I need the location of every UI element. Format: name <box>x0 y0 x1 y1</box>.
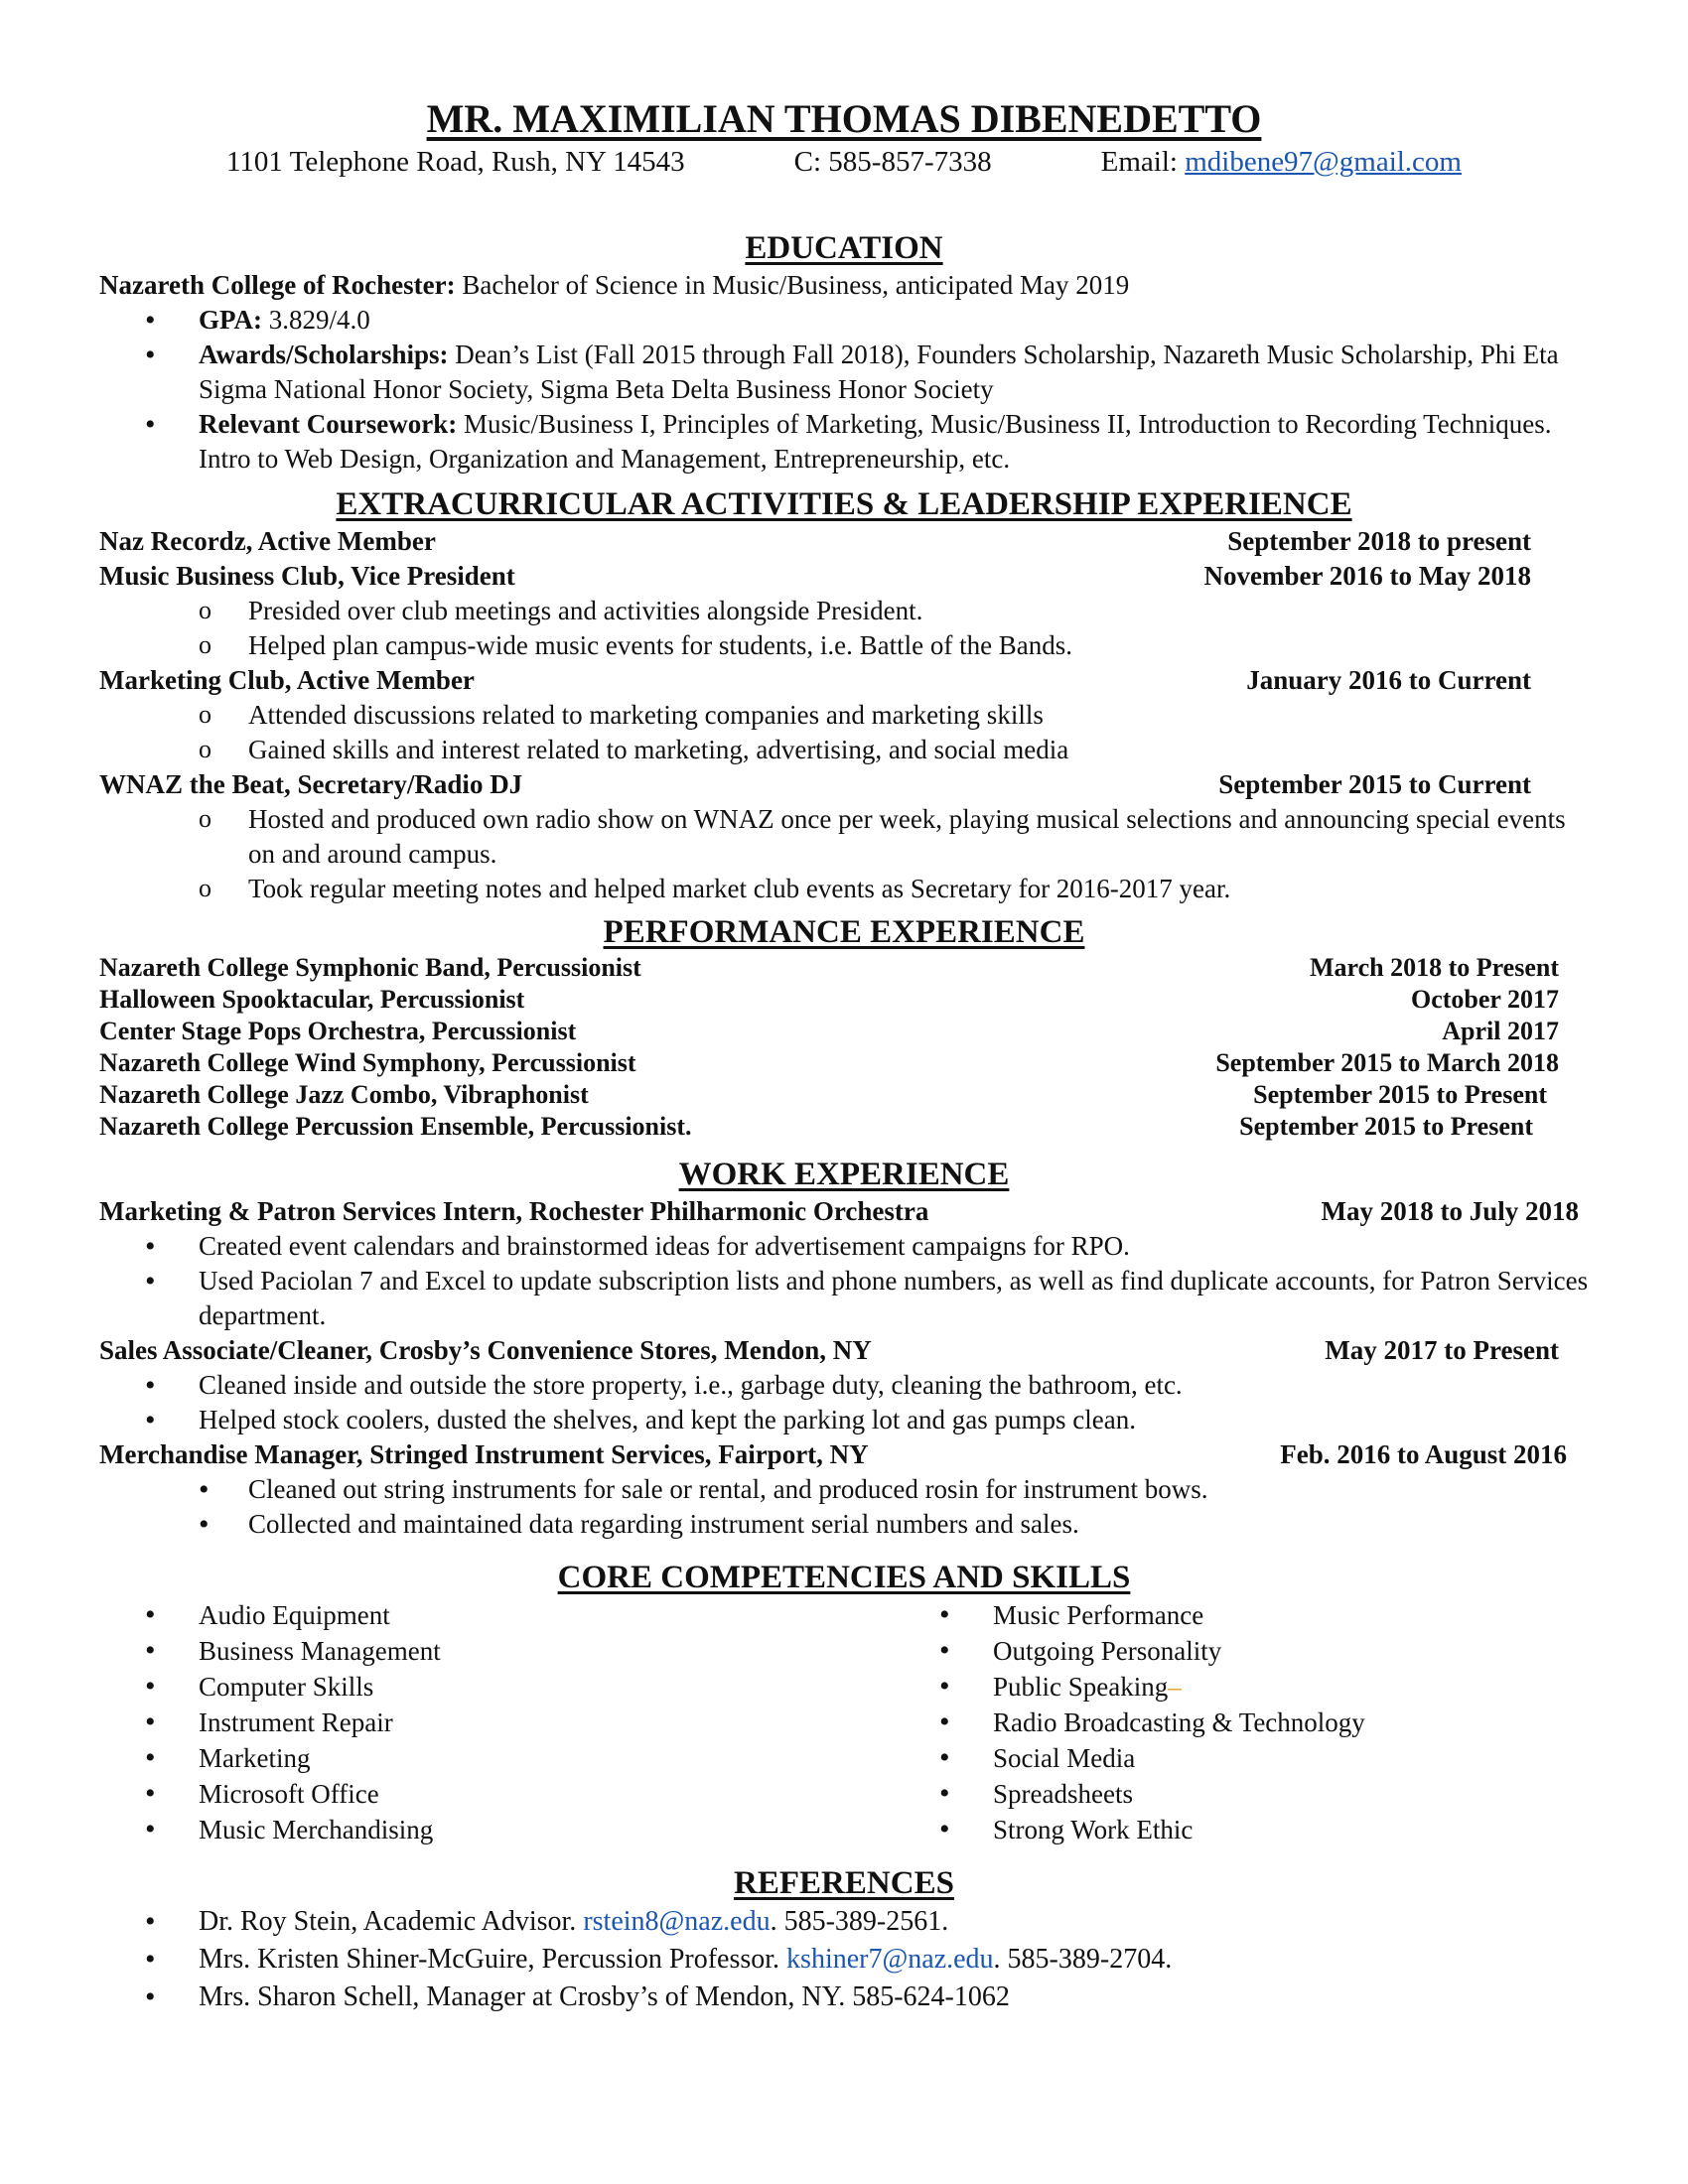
list-item: • Marketing <box>99 1740 894 1776</box>
entry-date: January 2016 to Current <box>1246 665 1531 695</box>
list-item: • Music Performance <box>894 1597 1589 1633</box>
performance-title: PERFORMANCE EXPERIENCE <box>603 914 1085 950</box>
education-school-line <box>99 268 1589 303</box>
list-item: • Computer Skills <box>99 1669 894 1705</box>
performance-list <box>99 952 1589 1143</box>
entry-date: September 2015 to Present <box>1253 1080 1547 1109</box>
list-item <box>99 407 1589 477</box>
email-link[interactable]: mdibene97@gmail.com <box>1185 146 1462 178</box>
work-entry <box>99 1333 1589 1437</box>
list-item: o Gained skills and interest related to marketing, advertising, and social media <box>99 733 1589 767</box>
entry-role: Music Business Club, Vice President <box>99 561 515 591</box>
list-item: o Hosted and produced own radio show on WNAZ once per week, playing musical selections and announcing special events on and around campus. <box>99 802 1589 872</box>
entry-date: September 2015 to March 2018 <box>1215 1048 1559 1077</box>
extracurricular-entry <box>99 663 1589 767</box>
school-name: Nazareth College of Rochester: <box>99 270 456 300</box>
reference-text: Mrs. Kristen Shiner-McGuire, Percussion Professor. <box>199 1944 787 1975</box>
entry-date: May 2017 to Present <box>1325 1335 1559 1365</box>
bullet-text: Dean’s List (Fall 2015 through Fall 2018), Founders Scholarship, Nazareth Music Scholarship, Phi Eta Sigma National Honor Society, Sigma Beta Delta Business Honor Society <box>199 340 1559 404</box>
entry-role: Sales Associate/Cleaner, Crosby’s Convenience Stores, Mendon, NY <box>99 1335 872 1365</box>
performance-row <box>99 1016 1589 1047</box>
list-item: • Cleaned out string instruments for sale or rental, and produced rosin for instrument bows. <box>99 1472 1589 1507</box>
list-item: • Created event calendars and brainstormed ideas for advertisement campaigns for RPO. <box>99 1229 1589 1264</box>
list-item: • Collected and maintained data regarding instrument serial numbers and sales. <box>99 1507 1589 1542</box>
email-label: Email: <box>1100 146 1178 178</box>
skills-left-column <box>99 1597 894 1847</box>
skills-columns <box>99 1597 1589 1847</box>
list-item: o Helped plan campus-wide music events for students, i.e. Battle of the Bands. <box>99 628 1589 663</box>
list-item: • Outgoing Personality <box>894 1633 1589 1669</box>
list-item <box>894 1669 1589 1705</box>
list-item: • Music Merchandising <box>99 1812 894 1847</box>
reference-text: Dr. Roy Stein, Academic Advisor. <box>199 1906 584 1937</box>
entry-role: Naz Recordz, Active Member <box>99 526 436 556</box>
skill-text: Public Speaking <box>993 1672 1169 1702</box>
phone: C: 585-857-7338 <box>793 146 992 178</box>
entry-date: March 2018 to Present <box>1309 953 1559 982</box>
work-title: WORK EXPERIENCE <box>678 1157 1010 1192</box>
entry-date: September 2015 to Current <box>1218 769 1531 799</box>
performance-row <box>99 1079 1589 1111</box>
performance-row <box>99 984 1589 1016</box>
entry-role: Halloween Spooktacular, Percussionist <box>99 985 525 1014</box>
list-item: • Social Media <box>894 1740 1589 1776</box>
list-item <box>99 1979 1589 2016</box>
skills-right-column <box>894 1597 1589 1847</box>
list-item: • Instrument Repair <box>99 1705 894 1740</box>
entry-role: WNAZ the Beat, Secretary/Radio DJ <box>99 769 523 799</box>
reference-phone: . 585-389-2704. <box>993 1944 1173 1975</box>
email-block <box>1101 143 1462 181</box>
reference-email-link[interactable]: kshiner7@naz.edu <box>786 1944 994 1975</box>
entry-role: Center Stage Pops Orchestra, Percussionist <box>99 1017 577 1045</box>
bullet-label: Awards/Scholarships: <box>199 340 449 369</box>
bullet-text: Music/Business I, Principles of Marketing, Music/Business II, Introduction to Recording Techniques. Intro to Web Design, Organization and Management, Entrepreneurship, etc. <box>199 409 1552 474</box>
degree: Bachelor of Science in Music/Business, anticipated May 2019 <box>462 270 1130 300</box>
entry-date: November 2016 to May 2018 <box>1203 561 1531 591</box>
entry-date: April 2017 <box>1442 1017 1559 1045</box>
reference-phone: . 585-389-2561. <box>770 1906 949 1937</box>
education-title: EDUCATION <box>745 230 943 266</box>
references-list <box>99 1903 1589 2016</box>
entry-date: September 2015 to Present <box>1239 1112 1533 1141</box>
edit-mark-icon: – <box>1168 1672 1182 1702</box>
reference-text: Mrs. Sharon Schell, Manager at Crosby’s of Mendon, NY. 585-624-1062 <box>199 1981 1010 2012</box>
bullet-text: 3.829/4.0 <box>268 305 370 335</box>
performance-row <box>99 1047 1589 1079</box>
entry-date: Feb. 2016 to August 2016 <box>1280 1439 1567 1469</box>
entry-role: Marketing & Patron Services Intern, Rochester Philharmonic Orchestra <box>99 1196 929 1226</box>
work-entry <box>99 1194 1589 1333</box>
list-item: • Audio Equipment <box>99 1597 894 1633</box>
extracurricular-entry <box>99 524 1589 559</box>
list-item: • Radio Broadcasting & Technology <box>894 1705 1589 1740</box>
list-item: • Microsoft Office <box>99 1776 894 1812</box>
list-item <box>99 338 1589 407</box>
list-item <box>99 303 1589 338</box>
entry-role: Marketing Club, Active Member <box>99 665 475 695</box>
education-bullets <box>99 303 1589 477</box>
references-title: REFERENCES <box>734 1865 954 1901</box>
skills-title: CORE COMPETENCIES AND SKILLS <box>557 1560 1131 1595</box>
list-item: o Attended discussions related to marketing companies and marketing skills <box>99 698 1589 733</box>
list-item <box>99 1941 1589 1979</box>
entry-date: September 2018 to present <box>1227 526 1531 556</box>
entry-date: May 2018 to July 2018 <box>1321 1196 1579 1226</box>
candidate-name: MR. MAXIMILIAN THOMAS DIBENEDETTO <box>426 96 1262 141</box>
entry-role: Nazareth College Percussion Ensemble, Percussionist. <box>99 1112 692 1141</box>
entry-role: Nazareth College Jazz Combo, Vibraphonist <box>99 1080 589 1109</box>
list-item: • Used Paciolan 7 and Excel to update subscription lists and phone numbers, as well as find duplicate accounts, for Patron Services department. <box>99 1264 1589 1333</box>
entry-date: October 2017 <box>1411 985 1559 1014</box>
performance-row <box>99 952 1589 984</box>
list-item: • Strong Work Ethic <box>894 1812 1589 1847</box>
list-item: o Took regular meeting notes and helped market club events as Secretary for 2016-2017 year. <box>99 872 1589 906</box>
entry-role: Nazareth College Symphonic Band, Percussionist <box>99 953 641 982</box>
list-item: • Cleaned inside and outside the store property, i.e., garbage duty, cleaning the bathroom, etc. <box>99 1368 1589 1403</box>
bullet-label: GPA: <box>199 305 262 335</box>
list-item <box>99 1903 1589 1941</box>
list-item: • Business Management <box>99 1633 894 1669</box>
resume-page <box>99 95 1589 2016</box>
extracurricular-entry <box>99 767 1589 906</box>
work-entry <box>99 1437 1589 1542</box>
bullet-label: Relevant Coursework: <box>199 409 458 439</box>
address: 1101 Telephone Road, Rush, NY 14543 <box>225 146 685 178</box>
list-item: • Spreadsheets <box>894 1776 1589 1812</box>
contact-line <box>99 143 1589 181</box>
extracurricular-title: EXTRACURRICULAR ACTIVITIES & LEADERSHIP EXPERIENCE <box>336 486 1352 522</box>
reference-email-link[interactable]: rstein8@naz.edu <box>583 1906 771 1937</box>
list-item: • Helped stock coolers, dusted the shelves, and kept the parking lot and gas pumps clean. <box>99 1403 1589 1437</box>
list-item: o Presided over club meetings and activities alongside President. <box>99 594 1589 628</box>
performance-row <box>99 1111 1589 1143</box>
entry-role: Nazareth College Wind Symphony, Percussionist <box>99 1048 636 1077</box>
extracurricular-entry <box>99 559 1589 663</box>
entry-role: Merchandise Manager, Stringed Instrument Services, Fairport, NY <box>99 1439 869 1469</box>
